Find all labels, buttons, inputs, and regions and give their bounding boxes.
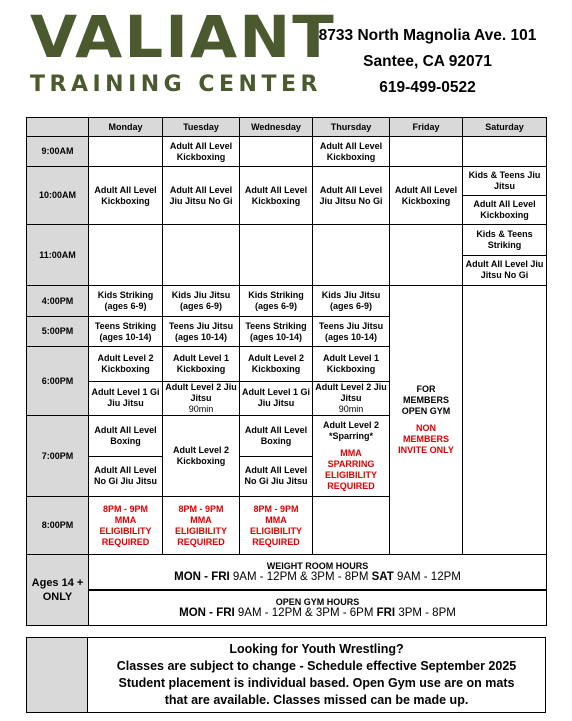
class-cell: Kids Striking (ages 6-9) xyxy=(240,286,313,317)
class-cell xyxy=(89,137,163,167)
time-6pm: 6:00PM xyxy=(27,347,89,416)
weight-room-title: WEIGHT ROOM HOURS xyxy=(266,561,369,571)
class-entry xyxy=(313,381,389,416)
class-cell xyxy=(240,416,313,497)
class-cell: Teens Striking (ages 10-14) xyxy=(89,317,163,347)
class-cell xyxy=(163,347,240,416)
corner-cell xyxy=(27,118,89,137)
time-8pm: 8:00PM xyxy=(27,497,89,555)
class-title: Adult Level 2 Jiu Jitsu xyxy=(165,381,237,403)
class-entry: Adult Level 1 Kickboxing xyxy=(322,352,379,374)
class-entry: Kids & Teens Striking xyxy=(476,228,533,250)
class-entry: Adult Level 2 *Sparring* xyxy=(322,420,379,441)
address-line-1: 8733 North Magnolia Ave. 101 xyxy=(318,27,537,44)
class-cell: Adult All Level Kickboxing xyxy=(163,137,240,167)
weight-room-hours xyxy=(89,555,547,591)
class-entry: Adult Level 1 Gi Jiu Jitsu xyxy=(240,381,312,416)
class-cell xyxy=(313,347,390,416)
day-thursday: Thursday xyxy=(313,118,390,137)
class-cell xyxy=(240,347,313,416)
class-cell xyxy=(313,416,390,497)
day-monday: Monday xyxy=(89,118,163,137)
open-gym-row xyxy=(27,590,547,626)
time-10am: 10:00AM xyxy=(27,167,89,225)
class-cell: Teens Striking (ages 10-14) xyxy=(240,317,313,347)
day-wednesday: Wednesday xyxy=(240,118,313,137)
time-5pm: 5:00PM xyxy=(27,317,89,347)
schedule-table xyxy=(26,117,547,626)
weight-room-line xyxy=(174,571,461,583)
row-11am xyxy=(27,225,547,286)
logo xyxy=(30,3,336,100)
open-hours-2: 3PM - 8PM xyxy=(395,607,456,619)
class-entry: Adult All Level No Gi Jiu Jitsu xyxy=(89,456,162,497)
class-cell xyxy=(313,497,390,555)
class-cell: Teens Jiu Jitsu (ages 10-14) xyxy=(313,317,390,347)
weight-hours-2: 9AM - 12PM xyxy=(393,571,461,583)
day-saturday: Saturday xyxy=(463,118,547,137)
class-cell: Adult All Level Kickboxing xyxy=(313,137,390,167)
time-9am: 9:00AM xyxy=(27,137,89,167)
class-cell xyxy=(313,225,390,286)
class-entry: Adult All Level Boxing xyxy=(244,424,308,446)
class-entry: Adult All Level Boxing xyxy=(94,424,157,446)
class-cell xyxy=(163,225,240,286)
class-cell xyxy=(463,225,547,286)
class-cell xyxy=(89,347,163,416)
class-cell: Adult All Level Kickboxing xyxy=(240,167,313,225)
row-4pm xyxy=(27,286,547,317)
class-cell: 8PM - 9PM MMA ELIGIBILITY REQUIRED xyxy=(163,497,240,555)
class-cell: Kids Jiu Jitsu (ages 6-9) xyxy=(163,286,240,317)
class-entry: Adult Level 1 Gi Jiu Jitsu xyxy=(89,381,162,416)
address-line-2: Santee, CA 92071 xyxy=(363,53,492,70)
class-cell xyxy=(463,137,547,167)
footer-line-1: Looking for Youth Wrestling? xyxy=(229,642,404,656)
footer-notes xyxy=(26,637,546,713)
open-gym-title: OPEN GYM HOURS xyxy=(275,597,360,607)
time-11am: 11:00AM xyxy=(27,225,89,286)
class-title: Adult Level 2 Jiu Jitsu xyxy=(315,381,387,403)
time-4pm: 4:00PM xyxy=(27,286,89,317)
class-cell xyxy=(390,225,463,286)
class-cell xyxy=(463,167,547,225)
class-cell: Kids Jiu Jitsu (ages 6-9) xyxy=(313,286,390,317)
class-entry xyxy=(163,381,239,416)
day-tuesday: Tuesday xyxy=(163,118,240,137)
open-gym-members: FOR MEMBERS OPEN GYM xyxy=(401,384,451,416)
open-gym-hours xyxy=(89,590,547,626)
class-note: MMA SPARRING ELIGIBILITY REQUIRED xyxy=(324,448,377,491)
class-cell: Adult Level 2 Kickboxing xyxy=(163,416,240,497)
footer-text xyxy=(88,637,546,713)
footer-line-3: Student placement is individual based. Open Gym use are on mats xyxy=(118,676,515,690)
saturday-empty-block xyxy=(463,286,547,555)
class-entry: Adult All Level Kickboxing xyxy=(463,195,546,224)
logo-subtitle: TRAINING CENTER xyxy=(30,72,322,97)
class-cell: Adult All Level Kickboxing xyxy=(390,167,463,225)
class-cell: Kids Striking (ages 6-9) xyxy=(89,286,163,317)
class-cell xyxy=(89,225,163,286)
class-entry: Adult Level 2 Kickboxing xyxy=(247,352,304,374)
footer-line-2: Classes are subject to change - Schedule effective September 2025 xyxy=(116,659,517,673)
weight-days-2: SAT xyxy=(371,571,394,583)
class-duration: 90min xyxy=(338,403,364,414)
footer-side-block xyxy=(26,637,88,713)
class-entry: Adult Level 2 Kickboxing xyxy=(97,352,154,374)
weight-hours-1: 9AM - 12PM & 3PM - 8PM xyxy=(229,571,372,583)
weight-days-1: MON - FRI xyxy=(174,571,230,583)
weight-room-row xyxy=(27,555,547,591)
time-7pm: 7:00PM xyxy=(27,416,89,497)
class-cell: 8PM - 9PM MMA ELIGIBILITY REQUIRED xyxy=(89,497,163,555)
class-entry: Kids & Teens Jiu Jitsu xyxy=(468,170,541,191)
class-entry: Adult Level 1 Kickboxing xyxy=(172,352,229,374)
open-hours-1: 9AM - 12PM & 3PM - 6PM xyxy=(234,607,377,619)
row-10am xyxy=(27,167,547,225)
day-friday: Friday xyxy=(390,118,463,137)
class-cell xyxy=(89,416,163,497)
open-gym-line xyxy=(179,607,456,619)
footer-line-4: that are available. Classes missed can be made up. xyxy=(164,693,469,707)
class-cell: Adult All Level Jiu Jitsu No Gi xyxy=(163,167,240,225)
phone-number: 619-499-0522 xyxy=(379,79,476,96)
class-cell: Adult All Level Jiu Jitsu No Gi xyxy=(313,167,390,225)
open-days-1: MON - FRI xyxy=(179,607,235,619)
header-row xyxy=(27,118,547,137)
class-cell: 8PM - 9PM MMA ELIGIBILITY REQUIRED xyxy=(240,497,313,555)
class-cell: Teens Jiu Jitsu (ages 10-14) xyxy=(163,317,240,347)
class-cell xyxy=(240,137,313,167)
open-days-2: FRI xyxy=(376,607,396,619)
open-gym-nonmembers: NON MEMBERS INVITE ONLY xyxy=(398,423,454,455)
ages-note: Ages 14 + ONLY xyxy=(27,555,89,626)
class-entry: Adult All Level Jiu Jitsu No Gi xyxy=(463,255,546,286)
class-entry: Adult All Level No Gi Jiu Jitsu xyxy=(240,456,312,497)
class-cell xyxy=(240,225,313,286)
friday-open-gym xyxy=(390,286,463,555)
class-cell: Adult All Level Kickboxing xyxy=(89,167,163,225)
row-9am xyxy=(27,137,547,167)
logo-wordmark: VALIANT xyxy=(30,3,336,71)
class-cell xyxy=(390,137,463,167)
class-duration: 90min xyxy=(188,403,214,414)
